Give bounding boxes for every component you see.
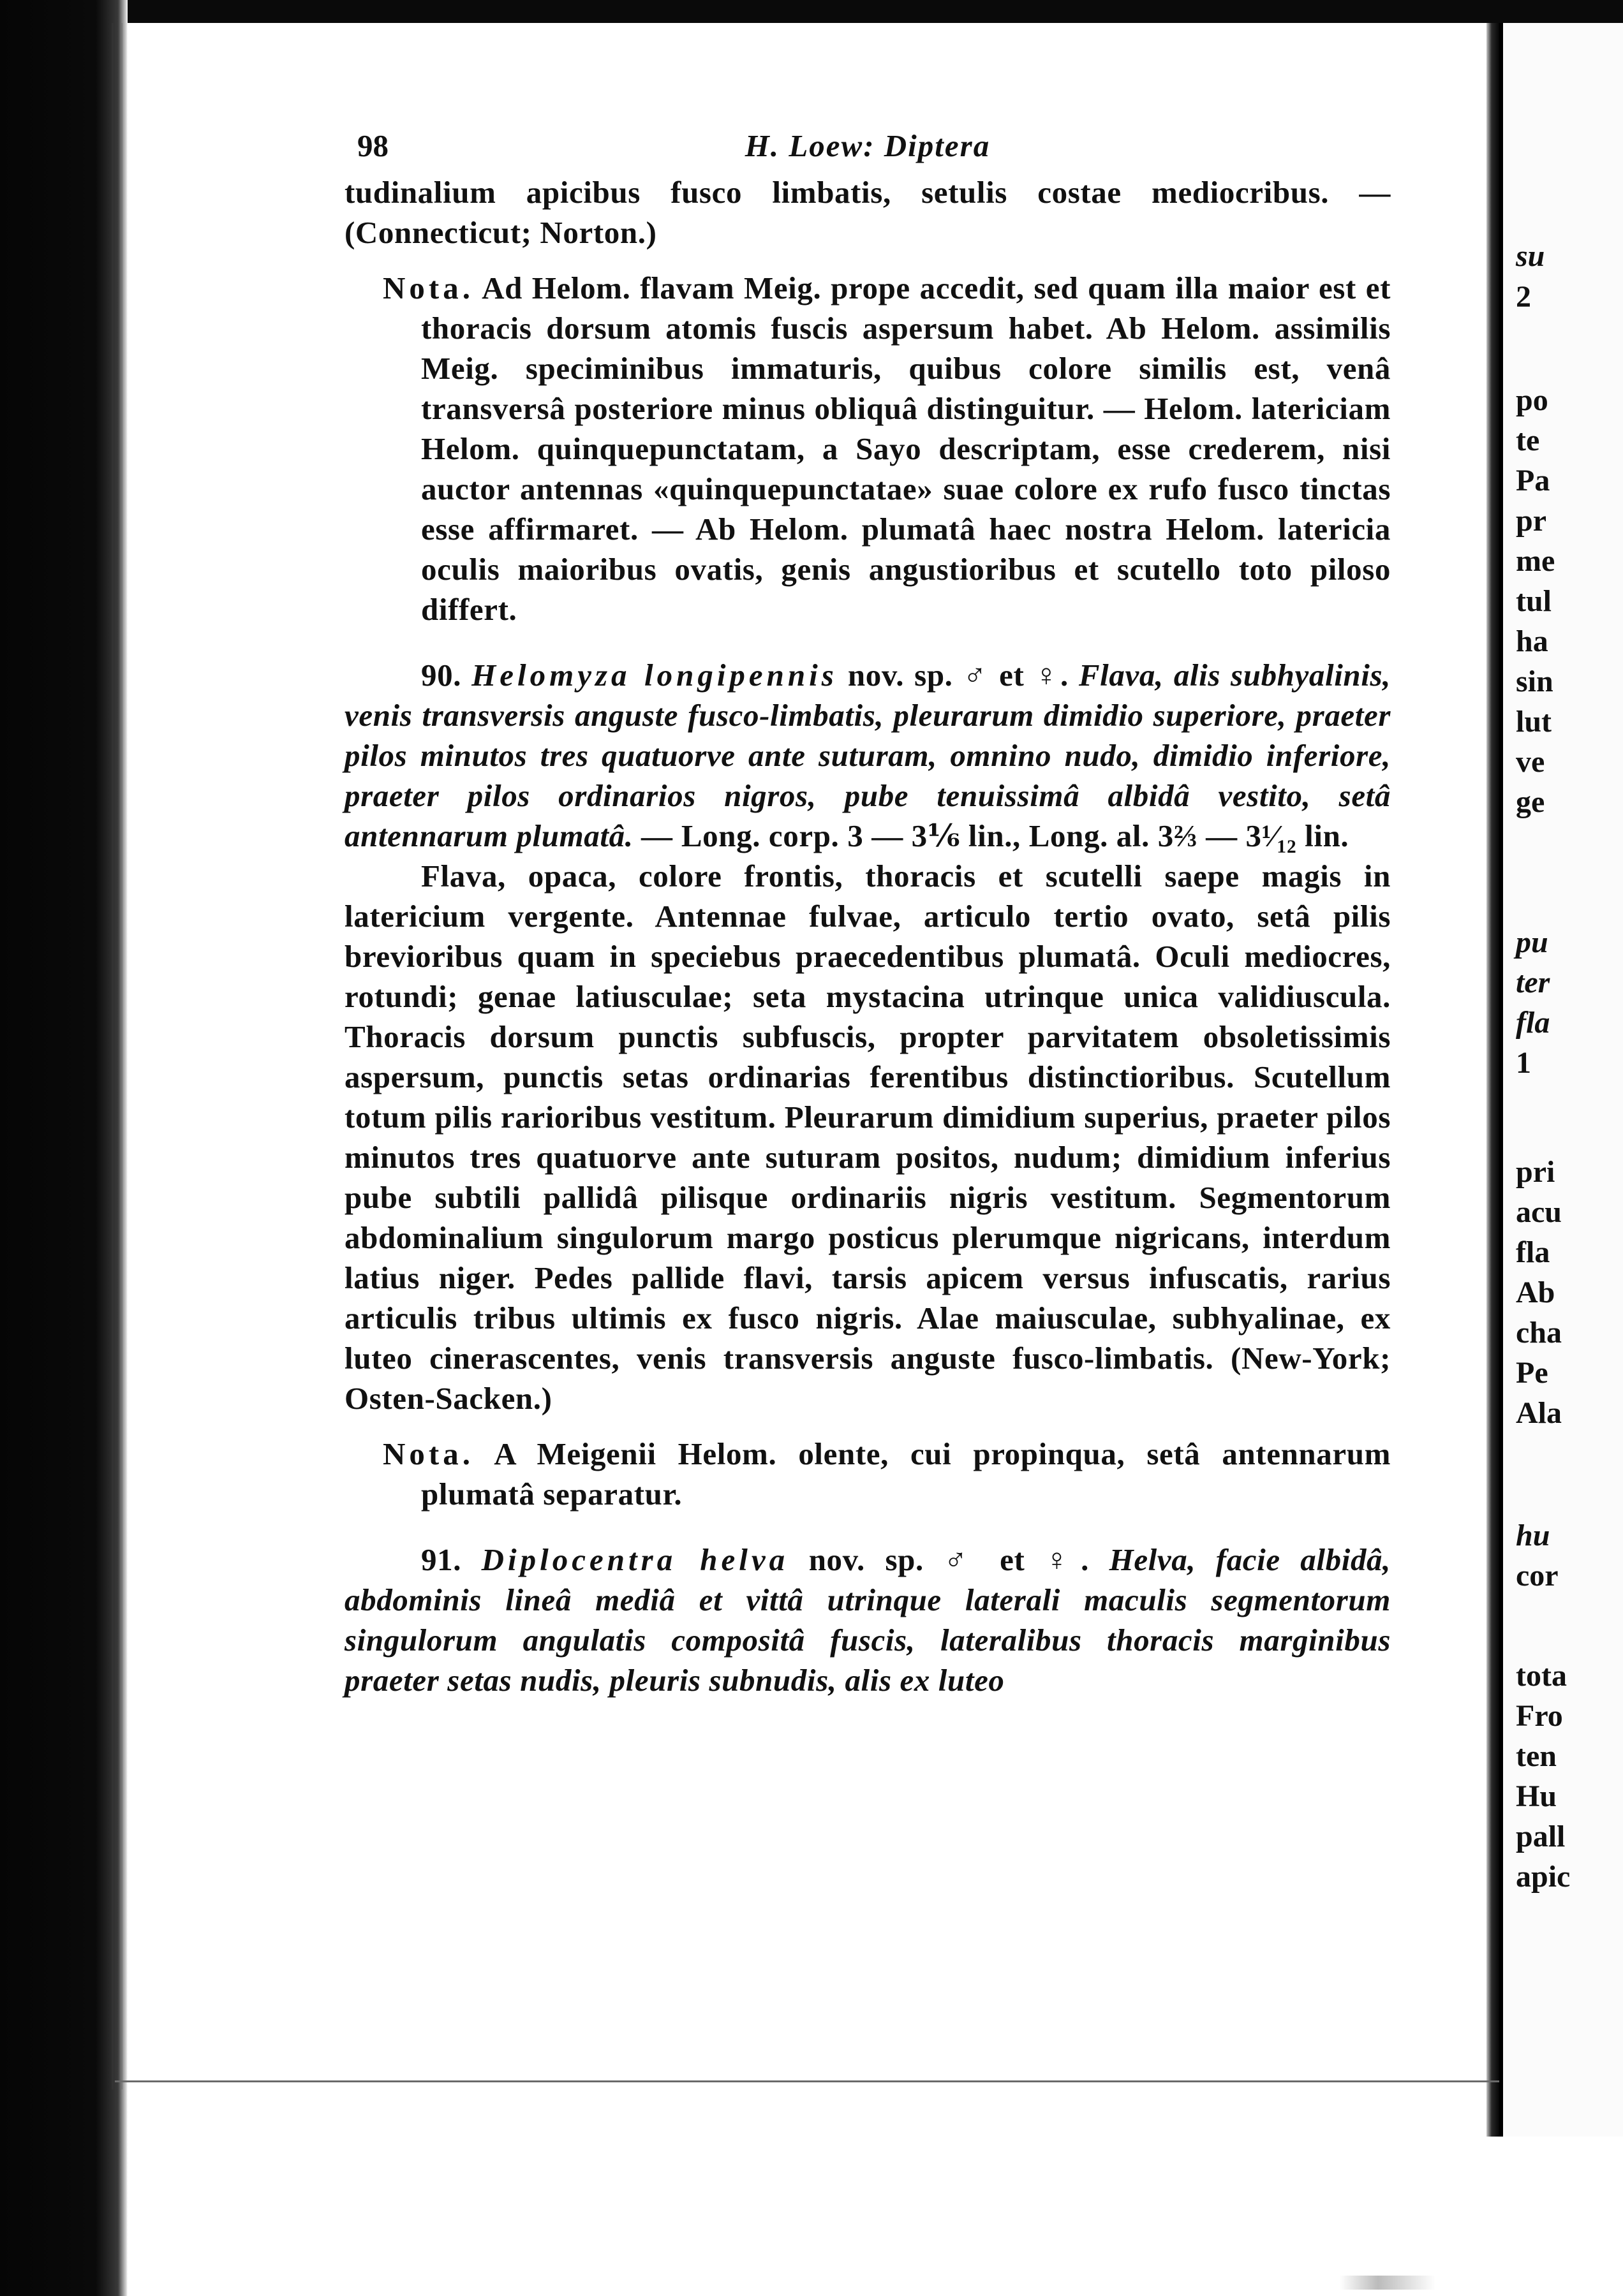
- adjacent-page-fragment: su: [1516, 239, 1545, 273]
- adjacent-page-fragment: tul: [1516, 584, 1552, 618]
- species-measurements: Long. corp. 3 — 3⅙ lin., Long. al. 3⅔ — 3¹⁄₁₂ lin.: [681, 818, 1349, 853]
- adjacent-page-fragment: acu: [1516, 1195, 1562, 1229]
- adjacent-page-fragment: pu: [1516, 925, 1548, 959]
- adjacent-page-fragment: cha: [1516, 1316, 1562, 1350]
- adjacent-page-fragment: ten: [1516, 1739, 1557, 1773]
- adjacent-page-fragment: pr: [1516, 504, 1546, 538]
- adjacent-page-fragment: ve: [1516, 745, 1545, 779]
- adjacent-page-fragment: Hu: [1516, 1779, 1557, 1813]
- nota-text: A Meigenii Helom. olente, cui propinqua, setâ antennarum plumatâ separatur.: [421, 1436, 1391, 1512]
- species-90-heading: [345, 655, 1391, 856]
- species-91-heading: [345, 1540, 1391, 1700]
- adjacent-page-fragment: tota: [1516, 1659, 1567, 1693]
- adjacent-page-fragment: 2: [1516, 280, 1531, 314]
- adjacent-page-fragment: po: [1516, 383, 1548, 417]
- adjacent-page-fragment: apic: [1516, 1860, 1571, 1894]
- adjacent-page-fragment: hu: [1516, 1519, 1550, 1552]
- adjacent-page-fragment: me: [1516, 544, 1555, 578]
- book-spine-shadow: [0, 0, 128, 2296]
- adjacent-page-fragment: ha: [1516, 624, 1548, 658]
- nota-paragraph: [383, 268, 1391, 629]
- adjacent-page-fragment: ter: [1516, 966, 1550, 999]
- adjacent-page-fragment: pall: [1516, 1820, 1566, 1853]
- adjacent-page-fragment: fla: [1516, 1006, 1550, 1040]
- scan-bottom-margin: [128, 2137, 1623, 2296]
- species-name: Helomyza longipennis: [471, 658, 838, 693]
- continued-paragraph: tudinalium apicibus fusco limbatis, setulis costae mediocribus. — (Connecticut; Norton.): [345, 175, 1391, 250]
- adjacent-page-fragment: sin: [1516, 665, 1553, 698]
- nota-label: Nota.: [383, 270, 474, 305]
- nota-paragraph: [383, 1434, 1391, 1514]
- adjacent-page-fragment: pri: [1516, 1155, 1555, 1189]
- adjacent-page-fragment: cor: [1516, 1559, 1559, 1593]
- running-header: [345, 128, 1391, 172]
- scan-corner-smudge: [1340, 2276, 1435, 2290]
- nota-text: Ad Helom. flavam Meig. prope accedit, sed quam illa maior est et thoracis dorsum atomis fuscis aspersum habet. Ab Helom. assimilis Meig. speciminibus immaturis, quibus colore similis est, venâ transversâ posteriore minus obliquâ distinguitur. — Helom. latericiam Helom. quinquepunctatam, a Sayo descriptam, esse crederem, nisi auctor antennas «quinquepunctatae» suae colore ex rufo fusco tinctas esse affirmaret. — Ab Helom. plumatâ haec nostra Helom. latericia oculis maioribus ovatis, genis angustioribus et scutello toto piloso differt.: [421, 270, 1391, 627]
- adjacent-page-fragment: Pe: [1516, 1356, 1548, 1390]
- adjacent-page-edge: [1503, 23, 1623, 2147]
- species-number: 90.: [421, 658, 462, 693]
- species-90-description: Flava, opaca, colore frontis, thoracis et scutelli saepe magis in latericium vergente. Antennae fulvae, articulo tertio ovato, setâ pilis brevioribus quam in speciebus praecedentibus plumatâ. Oculi mediocres, rotundi; genae latiusculae; seta mystacina utrinque unica validiuscula. Thoracis dorsum punctis subfuscis, propter parvitatem obsoletissimis aspersum, punctis setas ordinarias ferentibus distinctioribus. Scutellum totum pilis rarioribus vestitum. Pleurarum dimidium superius, praeter pilos minutos tres quatuorve ante suturam positos, nudum; dimidium inferius pube subtili pallidâ pilisque ordinariis nigris vestitum. Segmentorum abdominalium singulorum margo posticus plerumque nigricans, interdum latius niger. Pedes pallide flavi, tarsis apicem versus infuscatis, rarius articulis tribus ultimis ex fusco nigris. Alae maiusculae, subhyalinae, ex luteo cinerascentes, venis transversis anguste fusco-limbatis. (New-York; Osten-Sacken.): [345, 858, 1391, 1416]
- page-number: 98: [357, 128, 389, 163]
- adjacent-page-fragment: Ab: [1516, 1276, 1555, 1309]
- book-page: [345, 128, 1391, 1700]
- adjacent-page-fragment: te: [1516, 423, 1540, 457]
- adjacent-page-fragment: fla: [1516, 1235, 1550, 1269]
- scan-top-border: [0, 0, 1623, 23]
- adjacent-page-fragment: Pa: [1516, 464, 1550, 497]
- adjacent-page-fragment: Fro: [1516, 1699, 1563, 1733]
- spine-line: [121, 23, 122, 2089]
- nota-label: Nota.: [383, 1436, 474, 1471]
- species-number: 91.: [421, 1542, 462, 1577]
- adjacent-page-fragment: Ala: [1516, 1396, 1562, 1430]
- adjacent-page-fragment: ge: [1516, 785, 1545, 819]
- running-title: H. Loew: Diptera: [745, 128, 991, 163]
- species-status: nov. sp. ♂ et ♀.: [808, 1542, 1089, 1577]
- page-gutter-shadow: [1486, 23, 1499, 2147]
- species-name: Diplocentra helva: [481, 1542, 789, 1577]
- species-status: nov. sp. ♂ et ♀.: [847, 658, 1069, 693]
- adjacent-page-fragment: lut: [1516, 705, 1552, 739]
- spine-line: [112, 23, 114, 2089]
- species-diagnosis: Helva, facie albidâ, abdominis lineâ mediâ et vittâ utrinque laterali maculis segmentorum singulorum angulatis compositâ fuscis, lateralibus thoracis marginibus praeter setas nudis, pleuris subnudis, alis ex luteo: [345, 1542, 1391, 1698]
- page-bottom-edge: [115, 2080, 1499, 2082]
- adjacent-page-fragment: 1: [1516, 1046, 1531, 1080]
- species-diagnosis: Flava, alis subhyalinis, venis transversis anguste fusco-limbatis, pleurarum dimidio superiore, praeter pilos minutos tres quatuorve ante suturam, omnino nudo, dimidio inferiore, praeter pilos ordinarios nigros, pube tenuissimâ albidâ vestito, setâ antennarum plumatâ. —: [345, 658, 1391, 853]
